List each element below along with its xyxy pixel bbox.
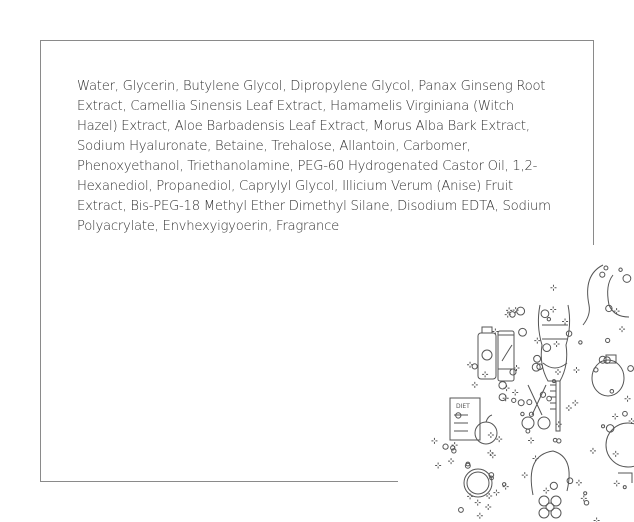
sparkle-icon: [528, 438, 534, 444]
sparkle-icon: [543, 488, 549, 494]
sparkle-icon: [576, 480, 582, 486]
sparkle-icon: [482, 371, 488, 377]
decor-circle: [527, 400, 532, 405]
sparkle-icon: [556, 421, 562, 427]
sparkle-icon: [550, 306, 556, 312]
sparkle-icon: [452, 442, 458, 448]
sparkle-icon: [594, 518, 600, 522]
sparkle-icon: [477, 513, 483, 519]
decor-circle: [600, 272, 605, 277]
decor-circle: [550, 482, 557, 489]
sparkle-icon: [435, 462, 441, 468]
decor-circle: [584, 501, 589, 506]
decor-circle: [619, 268, 622, 271]
sparkle-icon: [590, 448, 596, 454]
sparkle-icon: [562, 319, 568, 325]
decor-circle: [512, 398, 516, 402]
decor-circle: [510, 369, 516, 375]
cosmetics-bottle-icon: [478, 327, 496, 379]
decor-circle: [579, 341, 582, 344]
woman-face-icon: [583, 265, 629, 325]
decor-circle: [526, 429, 530, 433]
sparkle-icon: [488, 432, 494, 438]
decor-circle: [543, 344, 551, 352]
decor-circle: [623, 411, 628, 416]
decor-circle: [606, 425, 614, 433]
sparkle-icon: [612, 414, 618, 420]
decor-circle: [557, 439, 561, 443]
sparkle-icon: [534, 338, 540, 344]
decor-circle: [517, 307, 525, 315]
ingredients-text: Water, Glycerin, Butylene Glycol, Dipropylene Glycol, Panax Ginseng Root Extract, Camellia Sinensis Leaf Extract, Hamamelis Virginiana (Witch Hazel) Extract, Aloe Barbadensis Leaf Extract, Morus Alba Bark Extract, Sodium Hyaluronate, Betaine, Trehalose, Allantoin, Carbomer, Phenoxyethanol, Triethanolamine, PEG-60 Hydrogenated Castor Oil, 1,2-Hexanediol, Propanediol, Caprylyl Glycol, Illicium Verum (Anise) Fruit Extract, Bis-PEG-18 Methyl Ether Dimethyl Silane, Disodium EDTA, Sodium Polyacrylate, Envhexyigyoerin, Fragrance: [77, 79, 551, 234]
sparkle-icon: [475, 500, 481, 506]
decor-circle: [601, 425, 604, 428]
flower-icon: [539, 496, 561, 518]
sparkle-icon: [572, 400, 578, 406]
sparkle-icon: [554, 341, 560, 347]
decor-circle: [459, 508, 464, 513]
decor-circle: [547, 318, 550, 321]
sparkle-icon: [566, 405, 572, 411]
sparkle-icon: [485, 504, 491, 510]
cream-tube-icon: [498, 331, 514, 381]
comb-icon: [550, 381, 560, 431]
compact-mirror-icon: [464, 469, 492, 497]
sparkle-icon: [493, 490, 499, 496]
sparkle-icon: [613, 451, 619, 457]
sparkle-icon: [472, 382, 478, 388]
sparkle-icon: [625, 396, 631, 402]
decor-circle: [499, 394, 506, 401]
decor-circle: [623, 486, 626, 489]
decor-circle: [521, 412, 524, 415]
sparkle-icon: [487, 450, 493, 456]
mirror-icon: [606, 423, 634, 483]
sparkle-icon: [614, 480, 620, 486]
sparkle-icon: [512, 390, 518, 396]
scissors-icon: [522, 385, 550, 429]
decor-circle: [443, 444, 448, 449]
sparkle-icon: [555, 369, 561, 375]
decor-circle: [610, 389, 614, 393]
woman-hair-icon: [531, 451, 569, 495]
decor-circle: [541, 310, 549, 318]
diet-label: DIET: [456, 403, 470, 410]
sparkle-icon: [573, 367, 579, 373]
sparkle-icon: [522, 472, 528, 478]
decor-circle: [604, 266, 608, 270]
perfume-icon: [592, 355, 624, 396]
sparkle-icon: [448, 458, 454, 464]
decor-circle: [534, 355, 541, 362]
sparkle-icon: [431, 438, 437, 444]
decor-circle: [518, 400, 524, 406]
sparkle-icon: [496, 436, 502, 442]
decor-circle: [519, 328, 527, 336]
decor-circle: [567, 478, 573, 484]
beauty-pattern-illustration: [398, 245, 634, 522]
decor-circle: [584, 492, 587, 495]
sparkle-icon: [619, 326, 625, 332]
decor-circle: [623, 275, 631, 283]
sparkle-icon: [550, 285, 556, 291]
body-icon: [538, 305, 569, 381]
decor-circle: [606, 338, 610, 342]
decor-circle: [628, 366, 634, 372]
sparkle-icon: [504, 385, 510, 391]
